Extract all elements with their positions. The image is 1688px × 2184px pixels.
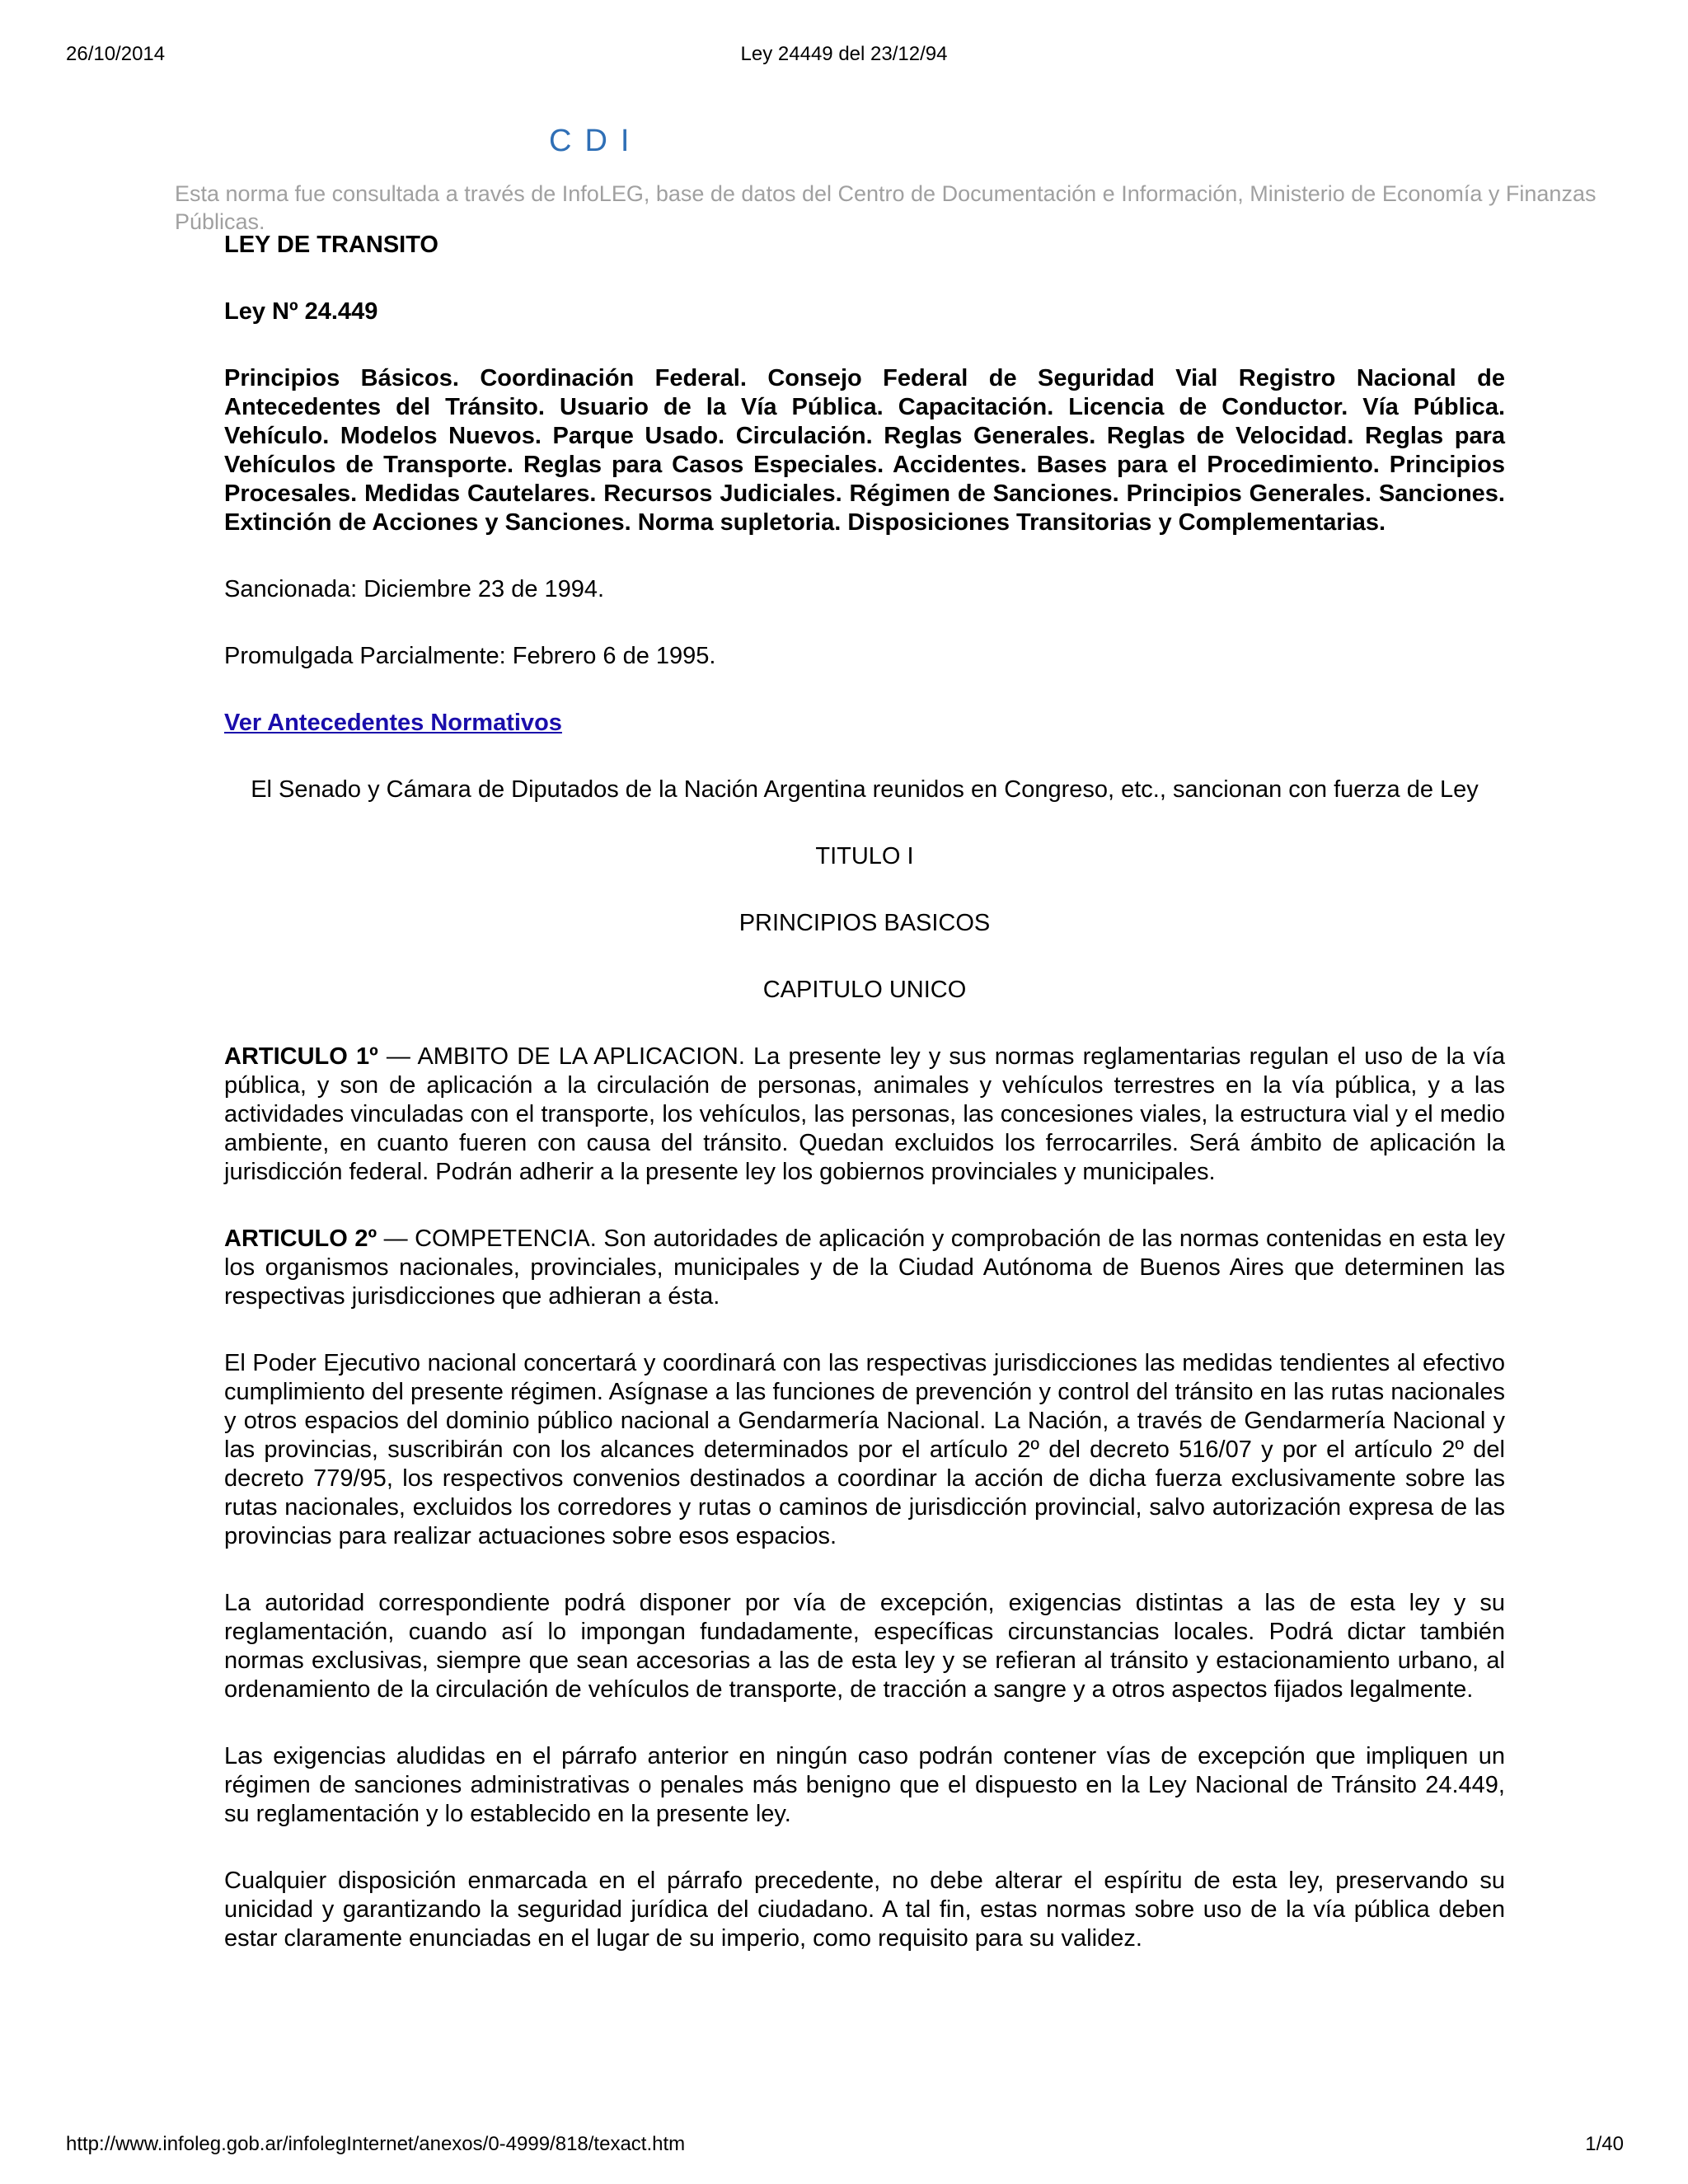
- article-2-label: ARTICULO 2º: [224, 1226, 377, 1252]
- law-summary: Principios Básicos. Coordinación Federal. Consejo Federal de Seguridad Vial Registro Nacional de Antecedentes del Tránsito. Usuario de la Vía Pública. Capacitación. Licencia de Conductor. Vía Pública. Vehículo. Modelos Nuevos. Parque Usado. Circulación. Reglas Generales. Reglas de Velocidad. Reglas para Vehículos de Transporte. Reglas para Casos Especiales. Accidentes. Bases para el Procedimiento. Principios Procesales. Medidas Cautelares. Recursos Judiciales. Régimen de Sanciones. Principios Generales. Sanciones. Extinción de Acciones y Sanciones. Norma supletoria. Disposiciones Transitorias y Complementarias.: [224, 365, 1505, 536]
- law-number: Ley Nº 24.449: [224, 298, 378, 325]
- article-2: [224, 1225, 1505, 1311]
- law-heading: LEY DE TRANSITO: [224, 232, 438, 258]
- paragraph-poder-ejecutivo: El Poder Ejecutivo nacional concertará y coordinará con las respectivas jurisdicciones las medidas tendientes al efectivo cumplimiento del presente régimen. Asígnase a las funciones de prevención y control del tránsito en las rutas nacionales y otros espacios del dominio público nacional a Gendarmería Nacional. La Nación, a través de Gendarmería Nacional y las provincias, suscribirán con los alcances determinados por el artículo 2º del decreto 516/07 y por el artículo 2º del decreto 779/95, los respectivos convenios destinados a coordinar la acción de dicha fuerza exclusivamente sobre las rutas nacionales, excluidos los corredores y rutas o caminos de jurisdicción provincial, salvo autorización expresa de las provincias para realizar actuaciones sobre esos espacios.: [224, 1350, 1505, 1549]
- antecedentes-link[interactable]: Ver Antecedentes Normativos: [224, 710, 562, 736]
- law-document: [224, 231, 1505, 1991]
- print-header-title: Ley 24449 del 23/12/94: [740, 43, 948, 65]
- paragraph-autoridad: La autoridad correspondiente podrá disponer por vía de excepción, exigencias distintas a las de esta ley y su reglamentación, cuando así lo impongan fundadamente, específicas circunstancias locales. Podrá dictar también normas exclusivas, siempre que sean accesorias a las de esta ley y se refieran al tránsito y estacionamiento urbano, al ordenamiento de la circulación de vehículos de transporte, de tracción a sangre y a otros aspectos fijados legalmente.: [224, 1590, 1505, 1703]
- paragraph-cualquier-disposicion: Cualquier disposición enmarcada en el párrafo precedente, no debe alterar el espíritu de esta ley, preservando su unicidad y garantizando la seguridad jurídica del ciudadano. A tal fin, estas normas sobre uso de la vía pública deben estar claramente enunciadas en el lugar de su imperio, como requisito para su validez.: [224, 1868, 1505, 1952]
- article-2-text: — COMPETENCIA. Son autoridades de aplicación y comprobación de las normas contenidas en esta ley los organismos nacionales, provinciales, municipales y de la Ciudad Autónoma de Buenos Aires que determinen las respectivas jurisdicciones que adhieran a ésta.: [224, 1226, 1505, 1310]
- antecedentes-link-row: [224, 709, 1505, 738]
- print-footer-url: http://www.infoleg.gob.ar/infolegInternet/anexos/0-4999/818/texact.htm: [66, 2133, 686, 2155]
- preamble: El Senado y Cámara de Diputados de la Nación Argentina reunidos en Congreso, etc., sancionan con fuerza de Ley: [251, 776, 1479, 803]
- sanction-date: Sancionada: Diciembre 23 de 1994.: [224, 576, 605, 602]
- promulgation-date: Promulgada Parcialmente: Febrero 6 de 1995.: [224, 643, 716, 669]
- title-label: TITULO I: [815, 843, 914, 869]
- title-name: PRINCIPIOS BASICOS: [738, 910, 991, 936]
- infoleg-notice: Esta norma fue consultada a través de InfoLEG, base de datos del Centro de Documentación e Información, Ministerio de Economía y Finanzas Públicas.: [175, 181, 1597, 234]
- article-1: [224, 1043, 1505, 1187]
- chapter-label: CAPITULO UNICO: [762, 977, 967, 1003]
- article-1-text: — AMBITO DE LA APLICACION. La presente ley y sus normas reglamentarias regulan el uso de la vía pública, y son de aplicación a la circulación de personas, animales y vehículos terrestres en la vía pública, y a las actividades vinculadas con el transporte, los vehículos, las personas, las concesiones viales, la estructura vial y el medio ambiente, en cuanto fueren con causa del tránsito. Quedan excluidos los ferrocarriles. Será ámbito de aplicación la jurisdicción federal. Podrán adherir a la presente ley los gobiernos provinciales y municipales.: [224, 1043, 1506, 1185]
- article-1-label: ARTICULO 1º: [224, 1043, 378, 1070]
- cdi-logo: CDI: [549, 124, 643, 158]
- paragraph-exigencias: Las exigencias aludidas en el párrafo anterior en ningún caso podrán contener vías de excepción que impliquen un régimen de sanciones administrativas o penales más benigno que el dispuesto en la Ley Nacional de Tránsito 24.449, su reglamentación y lo establecido en la presente ley.: [224, 1743, 1505, 1827]
- print-date: 26/10/2014: [66, 43, 166, 65]
- print-page-number: 1/40: [1585, 2133, 1624, 2155]
